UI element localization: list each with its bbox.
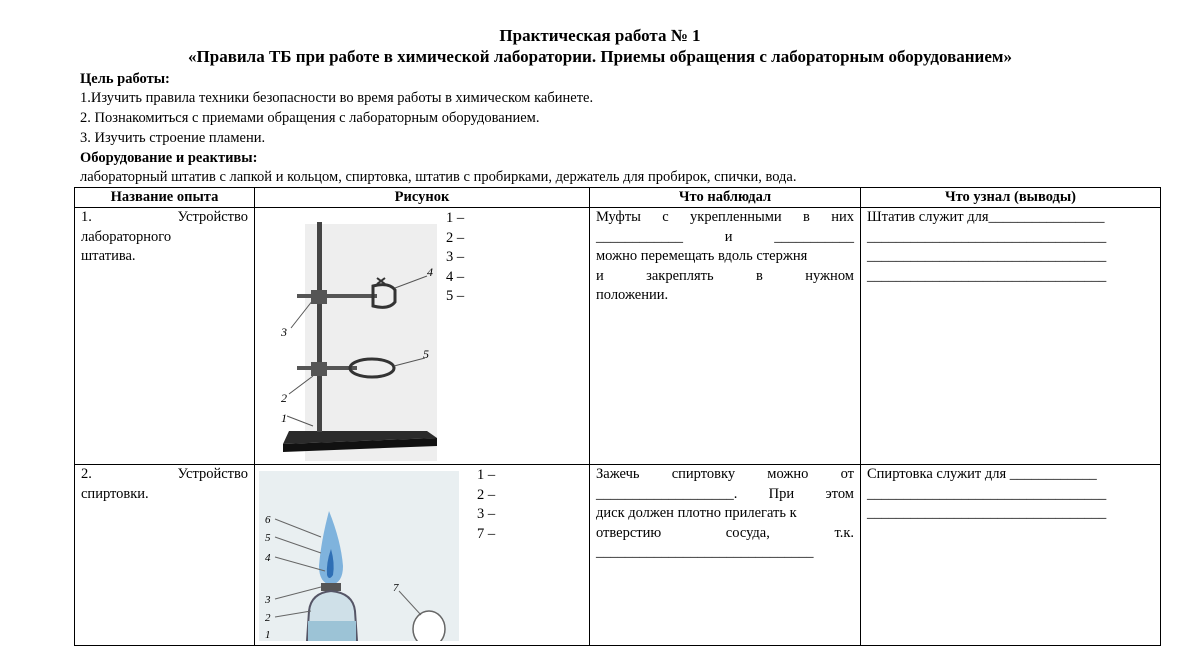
- legend-item: 7 –: [477, 525, 496, 542]
- legend-item: 4 –: [446, 268, 465, 285]
- page-subtitle: «Правила ТБ при работе в химической лаборатории. Приемы обращения с лабораторным оборудованием»: [188, 47, 1012, 66]
- goal-item-1: 1.Изучить правила техники безопасности во время работы в химическом кабинете.: [80, 90, 594, 106]
- figure-label-1: 1: [281, 411, 287, 425]
- header-figure: Рисунок: [255, 188, 590, 208]
- lamp-cap: [413, 611, 445, 641]
- equipment-text: лабораторный штатив с лапкой и кольцом, спиртовка, штатив с пробирками, держатель для пробирок, спички, вода.: [80, 169, 797, 185]
- goal-label: Цель работы:: [80, 71, 170, 87]
- conclusion-line: Штатив служит для________________: [867, 209, 1105, 225]
- observed-word: можно: [767, 466, 809, 482]
- blank-field: ____________: [596, 228, 683, 245]
- conclusion-line: _________________________________: [867, 228, 1107, 245]
- header-experiment-name: Название опыта: [75, 188, 255, 208]
- observed-word: нужном: [805, 267, 854, 284]
- figure-background: [305, 224, 437, 461]
- header-observed: Что наблюдал: [590, 188, 861, 208]
- conclusion-line: _________________________________: [867, 485, 1107, 502]
- observed-line: [596, 465, 854, 485]
- figure-label-2: 2: [265, 612, 271, 624]
- figure-label-5: 5: [423, 347, 429, 361]
- legend-item: 3 –: [477, 506, 496, 522]
- goal-item-3: 3. Изучить строение пламени.: [80, 130, 266, 146]
- figure-label-4: 4: [265, 552, 271, 564]
- figure-legend: [446, 209, 464, 307]
- stand-rod: [317, 222, 322, 432]
- figure-label-7: 7: [393, 582, 399, 594]
- figure-label-4: 4: [427, 265, 433, 279]
- figure-cell: [255, 208, 590, 465]
- table-row: [75, 208, 1161, 465]
- experiment-name-line: спиртовки.: [81, 485, 149, 502]
- observed-line: диск должен плотно прилегать к: [596, 505, 797, 521]
- figure-label-6: 6: [265, 514, 271, 526]
- table-header-row: [75, 188, 1161, 208]
- conclusion-line: _________________________________: [867, 248, 1107, 264]
- header-conclusions: Что узнал (выводы): [861, 188, 1161, 208]
- figure-label-3: 3: [265, 594, 271, 606]
- observed-line: [596, 267, 854, 287]
- legend-item: 3 –: [446, 249, 465, 265]
- observed-word: т.к.: [834, 524, 854, 541]
- observed-word: в: [756, 267, 763, 284]
- observed-line: [596, 485, 854, 505]
- observed-cell: [590, 208, 861, 465]
- experiment-number: 2.: [81, 466, 92, 482]
- observed-word: спиртовку: [671, 466, 736, 482]
- equipment-label: Оборудование и реактивы:: [80, 150, 258, 166]
- observed-word: Зажечь: [596, 466, 640, 482]
- observed-word: от: [840, 466, 854, 482]
- figure-label-3: 3: [281, 325, 287, 339]
- lamp-liquid: [308, 621, 356, 641]
- figure-cell: [255, 465, 590, 646]
- lab-stand-figure: [277, 216, 447, 465]
- ring-arm: [297, 366, 357, 370]
- experiment-number: 1.: [81, 209, 92, 225]
- table-row: [75, 465, 1161, 646]
- observed-word: и: [724, 228, 733, 245]
- figure-label-2: 2: [281, 391, 287, 405]
- spirit-lamp-figure: [259, 471, 459, 641]
- legend-item: 2 –: [477, 486, 496, 503]
- experiment-table: [74, 187, 1161, 646]
- observed-line: [596, 524, 854, 544]
- blank-field: ___________: [774, 228, 854, 245]
- conclusion-line: Спиртовка служит для ____________: [867, 466, 1097, 482]
- observed-line: [596, 228, 854, 248]
- observed-word: Муфты: [596, 209, 641, 225]
- experiment-word: Устройство: [177, 209, 248, 225]
- conclusion-line: _________________________________: [867, 267, 1107, 284]
- upper-clamp-arm: [297, 294, 377, 298]
- observed-word: отверстию: [596, 524, 662, 541]
- figure-label-1: 1: [265, 629, 271, 641]
- observed-line: [596, 208, 854, 228]
- page-title: Практическая работа № 1: [499, 26, 701, 45]
- conclusion-line: _________________________________: [867, 505, 1107, 521]
- experiment-name-line: штатива.: [81, 248, 136, 264]
- observed-word: в: [802, 209, 810, 225]
- conclusions-cell: [861, 208, 1161, 465]
- experiment-word: Устройство: [177, 466, 248, 482]
- observed-word: этом: [825, 485, 854, 502]
- legend-item: 5 –: [446, 288, 465, 304]
- observed-word: и: [596, 267, 604, 284]
- observed-word: При: [768, 485, 795, 502]
- observed-word: укрепленными: [690, 209, 782, 225]
- observed-line: положении.: [596, 287, 669, 303]
- observed-cell: [590, 465, 861, 646]
- figure-label-5: 5: [265, 532, 271, 544]
- blank-field: ______________________________: [596, 544, 814, 560]
- experiment-name-cell: [75, 208, 255, 465]
- legend-item: 1 –: [446, 210, 465, 226]
- observed-word: сосуда,: [725, 524, 770, 541]
- experiment-name-cell: [75, 465, 255, 646]
- observed-word: с: [662, 209, 669, 225]
- legend-item: 1 –: [477, 467, 496, 483]
- lamp-wick-holder: [321, 583, 341, 591]
- blank-field: ___________________.: [596, 485, 738, 502]
- figure-legend: [477, 466, 495, 544]
- observed-line: можно перемещать вдоль стержня: [596, 248, 808, 264]
- conclusions-cell: [861, 465, 1161, 646]
- goal-item-2: 2. Познакомиться с приемами обращения с лабораторным оборудованием.: [80, 110, 540, 126]
- observed-word: них: [831, 209, 854, 225]
- legend-item: 2 –: [446, 229, 465, 246]
- observed-word: закреплять: [646, 267, 714, 284]
- experiment-name-line: лабораторного: [81, 228, 172, 245]
